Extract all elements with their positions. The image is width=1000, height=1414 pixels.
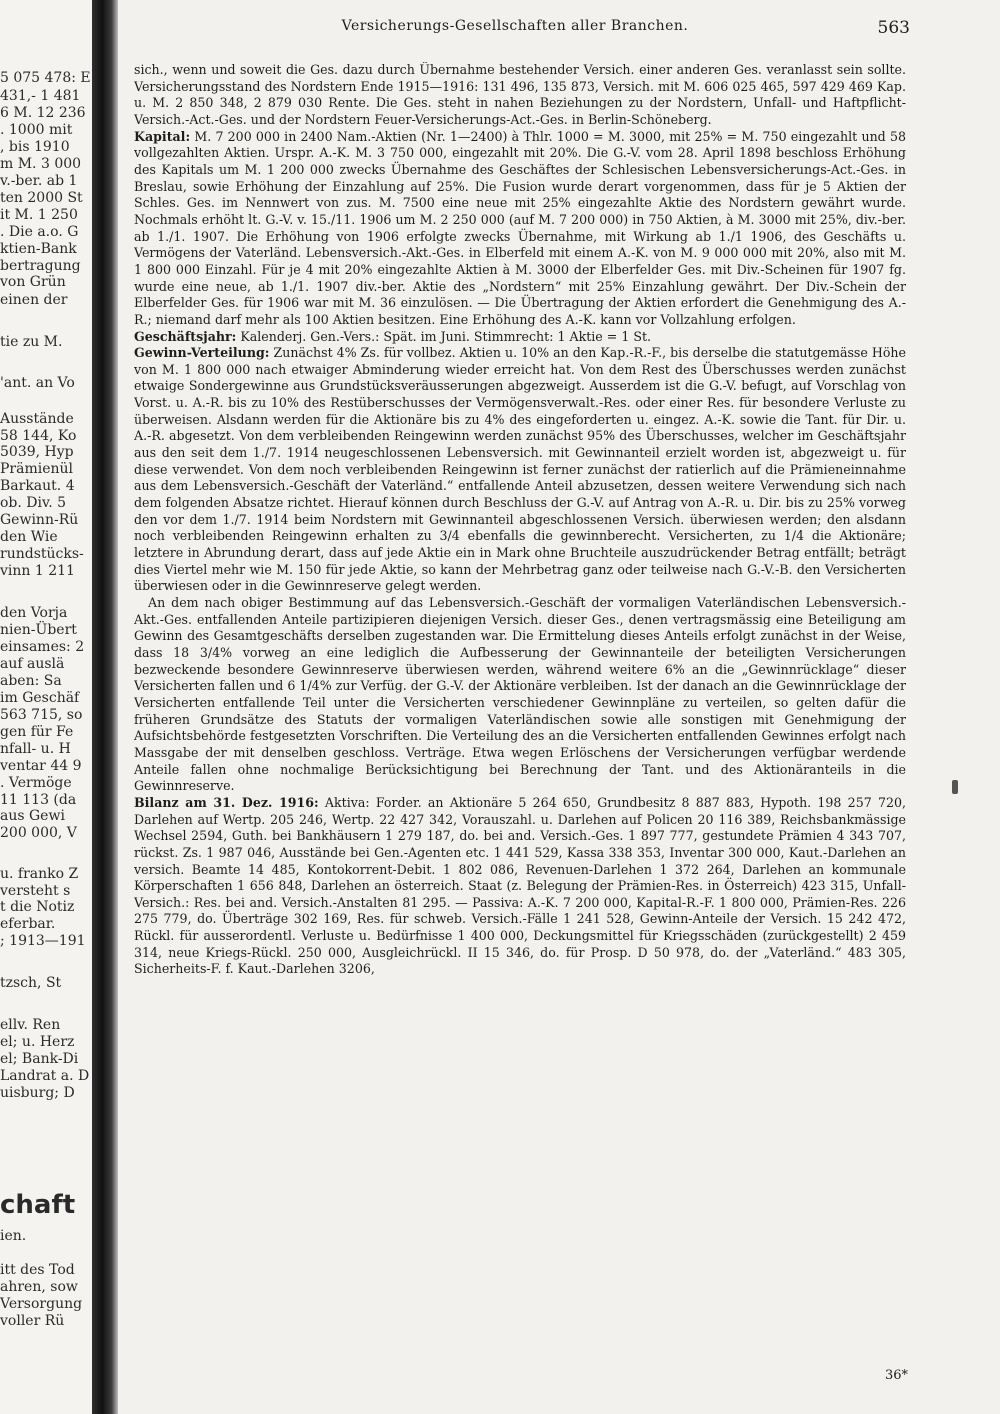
left-page-fragment: nien-Übert: [0, 622, 77, 638]
section-label: Bilanz am 31. Dez. 1916:: [134, 794, 319, 810]
book-binding-shadow: [92, 0, 118, 1414]
left-page-fragment: . 1000 mit: [0, 122, 73, 138]
left-page-fragment: eferbar.: [0, 916, 56, 932]
left-page-fragment: gen für Fe: [0, 724, 74, 740]
left-page-fragment: ien.: [0, 1228, 27, 1244]
text-paragraph: [134, 129, 906, 329]
text-paragraph: [134, 62, 906, 129]
left-page-fragment: 5 075 478: E: [0, 70, 91, 86]
left-page-fragment: u. franko Z: [0, 866, 79, 882]
left-page-fragment: einen der: [0, 292, 68, 308]
paragraph-text: An dem nach obiger Bestimmung auf das Lebensversich.-Geschäft der vormaligen Vaterländischen Lebensversich.-Akt.-Ges. entfallenden Anteile partizipieren diejenigen Versich. dieser Ges., denen vertragsmässig eine Beteiligung am Gewinn des Gesamtgeschäfts derselben zugestanden war. Die Ermittelung dieses Anteils erfolgt zunächst in der Weise, dass 18 3/4% vorweg an eine lediglich die Aufbesserung der Gewinnanteile der beteiligten Versicherungen bezweckende besondere Gewinnreserve überwiesen werden, während weitere 6% an die „Gewinnrücklage“ dieser Versicherten fallen und 6 1/4% zur Verfüg. der G.-V. der Aktionäre verbleiben. Ist der danach an die Gewinnrücklage der Versicherten entfallende Teil unter die Versicherten verschiedener Gewinnpläne zu verteilen, so gelten dafür die früheren Grundsätze des Statuts der vormaligen Vaterländischen sowie alle sonstigen mit Genehmigung der Aufsichtsbehörde festgesetzten Vorschriften. Die Verteilung des an die Versicherten entfallenden Gewinnes erfolgt nach Massgabe der mit denselben geschloss. Verträge. Etwa wegen Erlöschens der Versicherungen verfügbar werdende Anteile fallen ohne nochmalige Berücksichtigung bei Berechnung der Tant. und des Aktionäranteils in die Gewinnreserve.: [134, 595, 906, 794]
left-page-fragment: v.-ber. ab 1: [0, 173, 78, 189]
left-page-fragment: 5039, Hyp: [0, 444, 74, 460]
left-page-fragment: tie zu M.: [0, 334, 63, 350]
left-page-fragment: 58 144, Ko: [0, 428, 77, 444]
left-page-fragment: 11 113 (da: [0, 792, 77, 808]
left-page-fragment: aben: Sa: [0, 673, 62, 689]
page-header: [120, 18, 910, 42]
section-label: Gewinn-Verteilung:: [134, 345, 270, 361]
left-page-fragment: itt des Tod: [0, 1262, 75, 1278]
left-page-fragment: Landrat a. D: [0, 1068, 90, 1084]
left-page-fragment: vinn 1 211: [0, 563, 75, 579]
left-page-fragment: . Die a.o. G: [0, 224, 79, 240]
left-page-fragment: ten 2000 St: [0, 190, 83, 206]
left-page-fragment: ob. Div. 5: [0, 495, 67, 511]
left-page-fragment: it M. 1 250: [0, 207, 78, 223]
paragraph-text: sich., wenn und soweit die Ges. dazu durch Übernahme bestehender Versich. einer anderen Ges. veranlasst sein sollte. Versicherungsstand des Nordstern Ende 1915—1916: 131 496, 135 873, Versich. mit M. 606 025 465, 597 429 469 Kap. u. M. 2 850 348, 2 879 030 Rente. Die Ges. steht in nahen Beziehungen zu der Nordstern, Unfall- und Haftpflicht-Versich.-Act.-Ges. und der Nordstern Feuer-Versicherungs-Act.-Ges. in Berlin-Schöneberg.: [134, 62, 906, 127]
section-label: Geschäftsjahr:: [134, 328, 237, 344]
left-page-fragment: einsames: 2: [0, 639, 85, 655]
left-page-fragment: voller Rü: [0, 1313, 65, 1329]
left-page-fragment: t die Notiz: [0, 899, 75, 915]
left-page-fragment: 200 000, V: [0, 825, 77, 841]
left-page-fragment: ktien-Bank: [0, 241, 77, 257]
left-page-fragment: versteht s: [0, 883, 71, 899]
left-page-fragment: Gewinn-Rü: [0, 512, 79, 528]
left-page-fragment: chaft: [0, 1190, 76, 1220]
text-paragraph: [134, 329, 906, 346]
paragraph-text: Aktiva: Forder. an Aktionäre 5 264 650, Grundbesitz 8 887 883, Hypoth. 198 257 720, Darlehen auf Wertp. 205 246, Wertp. 22 427 342, Vorauszahl. u. Darlehen auf Policen 20 116 389, Reichsbankmässige Wechsel 2594, Guth. bei Bankhäusern 1 279 187, do. bei and. Versich.-Ges. 1 897 777, gestundete Prämien 4 343 707, rückst. Zs. 1 987 046, Ausstände bei Gen.-Agenten etc. 1 441 529, Kassa 338 353, Inventar 300 000, Kaut.-Darlehen an versich. Beamte 14 485, Kontokorrent-Debit. 1 802 086, Revenuen-Darlehen 1 372 264, Darlehen an kommunale Körperschaften 1 656 848, Darlehen an österreich. Staat (z. Belegung der Prämien-Res. in Österreich) 423 315, Unfall-Versich.: Res. bei and. Versich.-Anstalten 81 295. — Passiva: A.-K. 7 200 000, Kapital-R.-F. 1 800 000, Prämien-Res. 226 275 779, do. Überträge 302 169, Res. für schweb. Versich.-Fälle 1 241 528, Gewinn-Anteile der Versich. 15 242 472, Rückl. für ausserordentl. Verluste u. Bedürfnisse 1 400 000, Deckungsmittel für Kriegsschäden (zurückgestellt) 2 459 314, neue Kriegs-Rückl. 250 000, Ausgleichrückl. II 15 346, do. für Prosp. D 50 978, do. der „Vaterländ.“ 483 305, Sicherheits-F. f. Kaut.-Darlehen 3206,: [134, 794, 906, 977]
left-page-fragment: von Grün: [0, 274, 66, 290]
left-page-fragment: el; Bank-Di: [0, 1051, 79, 1067]
text-paragraph: [134, 595, 906, 795]
paragraph-text: Zunächst 4% Zs. für vollbez. Aktien u. 10% an den Kap.-R.-F., bis derselbe die statutgemässe Höhe von M. 1 800 000 nach etwaiger Abminderung wieder erreicht hat. Von dem Rest des Überschusses werden zunächst etwaige Sondergewinne aus Grundstücksveräusserungen abgezweigt. Ausserdem ist die G.-V. befugt, auf Vorschlag von Vorst. u. A.-R. bis zu 10% des Restüberschusses der Vermögensverwalt.-Res. oder einer Res. für besondere Verluste zu überweisen. Alsdann werden für die Aktionäre bis zu 4% des eingeforderten u. eingez. A.-K. sowie die Tant. für Dir. u. A.-R. abgesetzt. Von dem verbleibenden Reingewinn werden zunächst 95% des Überschusses, welcher im Geschäftsjahr aus den seit dem 1./7. 1914 neugeschlossenen Lebensversich. mit Gewinnanteil erzielt worden ist, abgezweigt u. für diese verwendet. Von dem noch verbleibenden Reingewinn ist ferner zunächst der ratierlich auf die Prämieneinnahme aus dem Lebensversich.-Geschäft der Vaterländ.“ entfallende Anteil abzusetzen, dessen weitere Verwendung sich nach dem folgenden Absatze richtet. Hierauf können durch Beschluss der G.-V. auf Antrag von A.-R. u. Dir. bis zu 25% vorweg den vor dem 1./7. 1914 beim Nordstern mit Gewinnanteil abgeschlossenen Versich. überwiesen werden; den alsdann noch verbleibenden Reingewinn erhalten zu 3/4 ebenfalls die gewinnberecht. Versicherten, zu 1/4 die Aktionäre; letztere in Abrundung derart, dass auf jede Aktie ein in Mark ohne Bruchteile auszudrückender Betrag entfällt; beträgt dies Viertel mehr wie M. 150 für jede Aktie, so kann der Mehrbetrag ganz oder teilweise nach G.-V.-B. den Versicherten überwiesen oder in die Gewinnreserve gelegt werden.: [134, 345, 906, 594]
left-page-fragment: Versorgung: [0, 1296, 83, 1312]
left-page-edge: [0, 0, 92, 1414]
left-page-fragment: den Wie: [0, 529, 58, 545]
left-page-fragment: tzsch, St: [0, 975, 62, 991]
left-page-fragment: den Vorja: [0, 605, 68, 621]
left-page-fragment: 6 M. 12 236: [0, 105, 86, 121]
left-page-fragment: ventar 44 9: [0, 758, 82, 774]
left-page-fragment: 'ant. an Vo: [0, 375, 75, 391]
paragraph-text: M. 7 200 000 in 2400 Nam.-Aktien (Nr. 1—2400) à Thlr. 1000 = M. 3000, mit 25% = M. 750 eingezahlt und 58 vollgezahlten Aktien. Urspr. A.-K. M. 3 750 000, eingezahlt mit 20%. Die G.-V. vom 28. April 1898 beschloss Erhöhung des Kapitals um M. 1 200 000 zwecks Übernahme des Geschäftes der Schlesischen Lebensversicherungs-Act.-Ges. in Breslau, sowie Erhöhung der Einzahlung auf 25%. Die Fusion wurde derart vorgenommen, dass für je 5 Aktien der Schles. Ges. im Nennwert von zus. M. 7500 eine neue mit 25% eingezahlte Aktie des Nordstern gewährt wurde. Nochmals erhöht lt. G.-V. v. 15./11. 1906 um M. 2 250 000 (auf M. 7 200 000) in 750 Aktien, à M. 3000 mit 25%, div.-ber. ab 1./1. 1907. Die Erhöhung von 1906 erfolgte zwecks Übernahme, mit Wirkung ab 1./1 1906, des Geschäfts u. Vermögens der Vaterländ. Lebensversich.-Akt.-Ges. in Elberfeld mit einem A.-K. von M. 9 000 000 mit 20%, also mit M. 1 800 000 Einzahl. Für je 4 mit 20% eingezahlte Aktien à M. 3000 der Elberfelder Ges. mit Div.-Scheinen für 1907 fg. wurde eine neue, ab 1./1. 1907 div.-ber. Aktie des „Nordstern“ mit 25% Einzahlung gewährt. Der Div.-Schein der Elberfelder Ges. für 1906 war mit M. 36 einzulösen. — Die Übertragung der Aktien erfordert die Genehmigung des A.-R.; niemand darf mehr als 100 Aktien besitzen. Eine Erhöhung des A.-K. kann vor Vollzahlung erfolgen.: [134, 128, 906, 327]
left-page-fragment: el; u. Herz: [0, 1034, 75, 1050]
text-paragraph: [134, 345, 906, 595]
left-page-fragment: Prämienül: [0, 461, 74, 477]
left-page-fragment: . Vermöge: [0, 775, 72, 791]
left-page-fragment: 563 715, so: [0, 707, 83, 723]
left-page-fragment: uisburg; D: [0, 1085, 75, 1101]
left-page-fragment: auf auslä: [0, 656, 65, 672]
left-page-fragment: bertragung: [0, 258, 81, 274]
left-page-fragment: , bis 1910: [0, 139, 70, 155]
left-page-fragment: ellv. Ren: [0, 1017, 61, 1033]
text-paragraph: [134, 795, 906, 978]
left-page-fragment: m M. 3 000: [0, 156, 82, 172]
paragraph-text: Kalenderj. Gen.-Vers.: Spät. im Juni. Stimmrecht: 1 Aktie = 1 St.: [240, 328, 652, 344]
left-page-fragment: nfall- u. H: [0, 741, 71, 757]
left-page-fragment: 431,- 1 481: [0, 88, 81, 104]
main-text-column: [134, 62, 906, 1362]
left-page-fragment: Ausstände: [0, 411, 74, 427]
section-label: Kapital:: [134, 128, 191, 144]
ink-speck: [952, 780, 958, 794]
left-page-fragment: im Geschäf: [0, 690, 80, 706]
signature-mark: 36*: [884, 1368, 908, 1383]
left-page-fragment: ahren, sow: [0, 1279, 78, 1295]
left-page-fragment: ; 1913—191: [0, 933, 86, 949]
running-title: Versicherungs-Gesellschaften aller Branchen.: [341, 18, 689, 34]
left-page-fragment: aus Gewi: [0, 808, 65, 824]
left-page-fragment: rundstücks-: [0, 546, 84, 562]
page-number: 563: [877, 18, 910, 38]
left-page-fragment: Barkaut. 4: [0, 478, 75, 494]
